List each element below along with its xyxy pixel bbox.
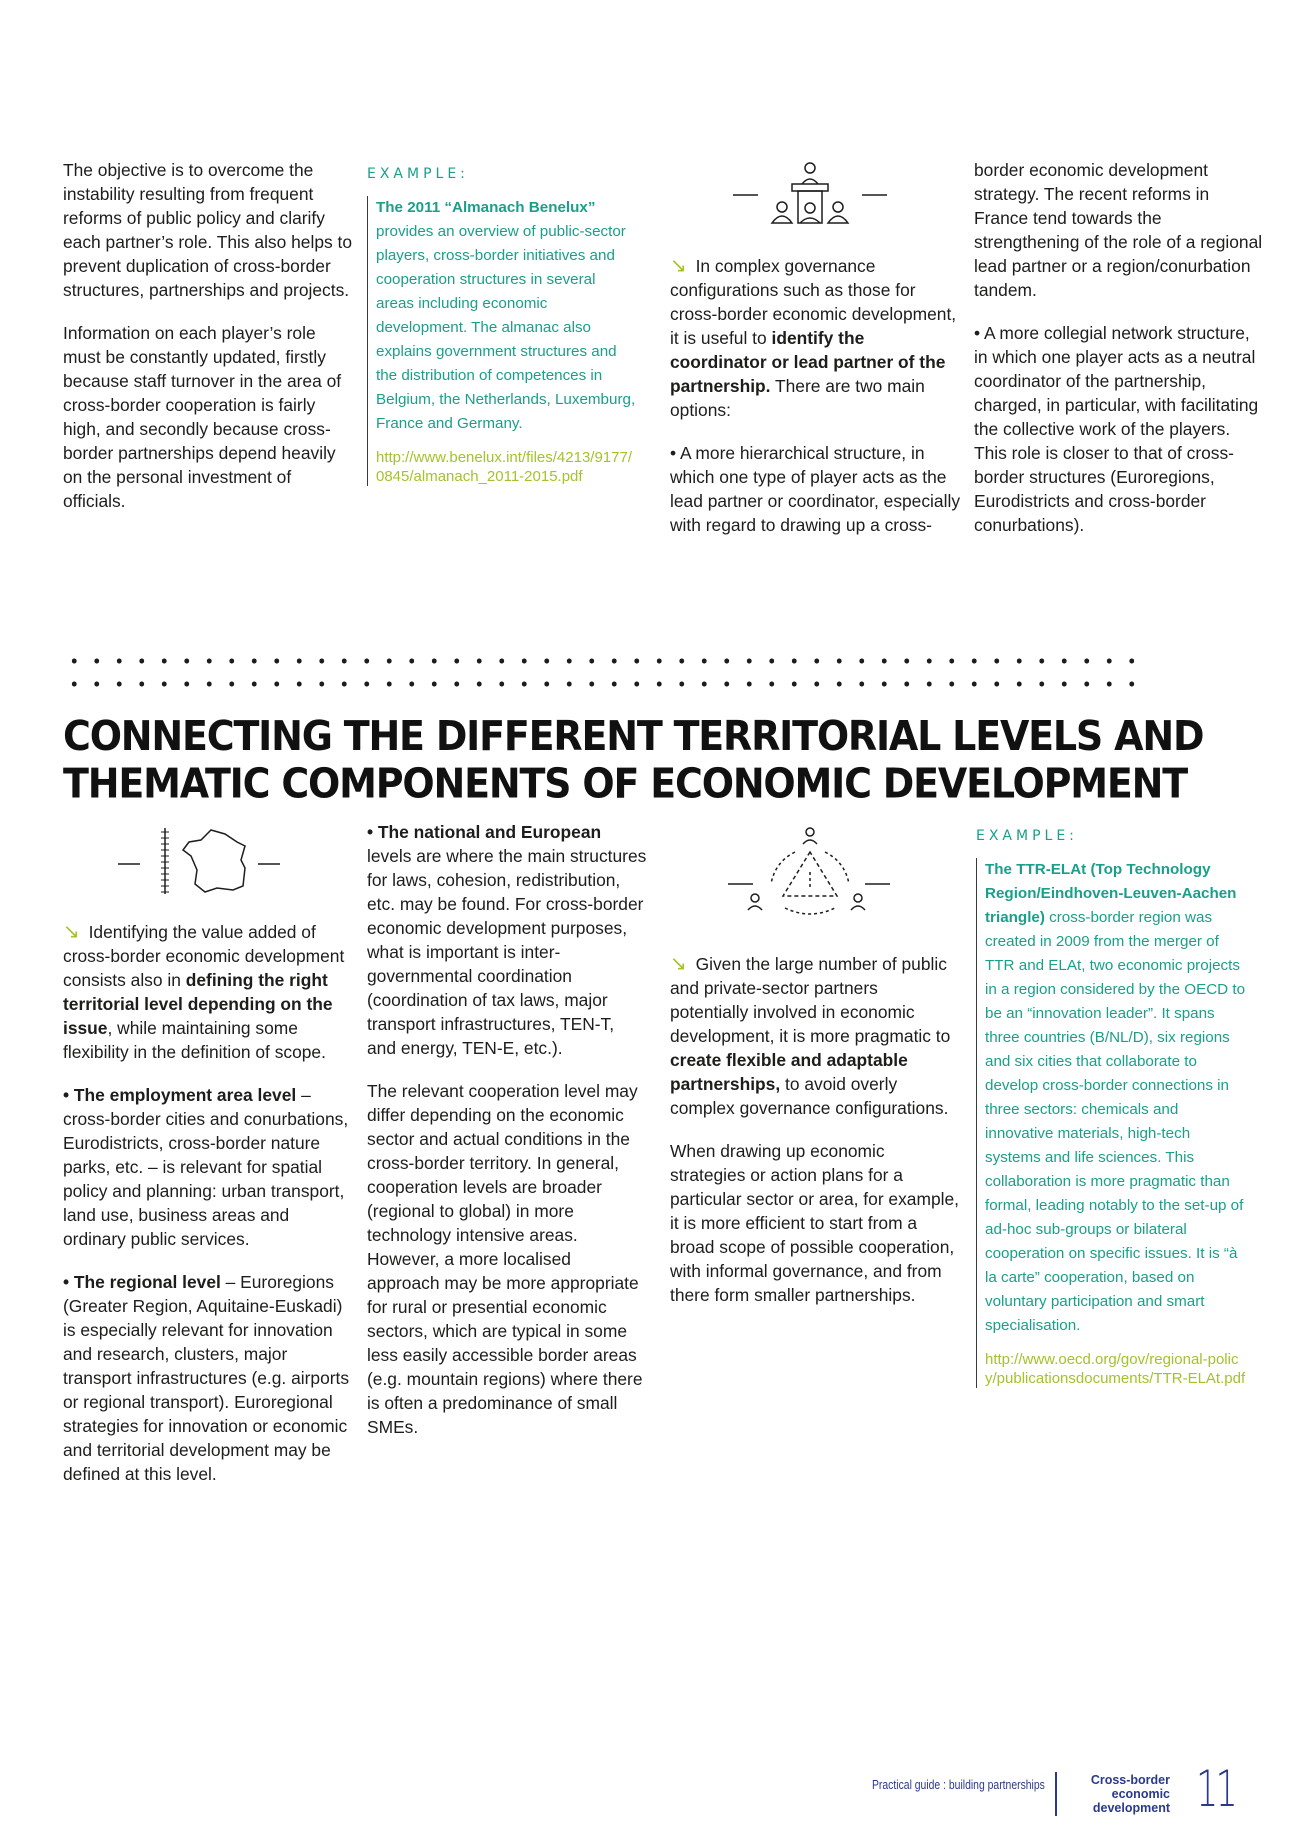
paragraph: The relevant cooperation level may differ depending on the economic sector and actual conditions in the cross-border territory. In general, cooperation levels are broader (regional to global) in more technology intensive areas. However, a more localised approach may be more appropriate for rural or presential economic sectors, which are typical in some less easily accessible border areas (e.g. mountain regions) where there is often a predominance of small SMEs. bbox=[367, 1081, 643, 1437]
arrow-icon: ↘ bbox=[670, 255, 687, 277]
paragraph: border economic development strategy. The recent reforms in France tend towards the strengthening of the role of a regional lead partner or a region/conurbation tandem. bbox=[974, 160, 1263, 300]
arrow-icon: ↘ bbox=[670, 953, 687, 975]
example-box-ttr-elat bbox=[976, 824, 1248, 1388]
footer-guide-title: Practical guide : building partnerships bbox=[872, 1777, 1045, 1792]
bottom-column-3 bbox=[670, 952, 960, 1326]
example-text: provides an overview of public-sector players, cross-border initiatives and cooperation structures in several areas including economic development. The almanac also explains government structures and the distribution of competences in Belgium, the Netherlands, Luxemburg, France and Germany. bbox=[376, 223, 636, 432]
top-column-3 bbox=[670, 254, 960, 556]
dotted-divider bbox=[63, 681, 1143, 687]
example-text: cross-border region was created in 2009 from the merger of TTR and ELAt, two economic projects in a region considered by the OECD to be an “innovation leader”. It spans three countries (B/NL/D), six regions and six cities that collaborate to develop cross-border connections in three sectors: chemicals and innovative materials, high-tech systems and life sciences. This collaboration is more pragmatic than formal, leading notably to the set-up of ad-hoc sub-groups or bilateral cooperation on specific issues. It is “à la carte” cooperation, based on voluntary participation and smart specialisation. bbox=[985, 909, 1246, 1334]
paragraph: • A more hierarchical structure, in which one type of player acts as the lead partner or coordinator, especially with regard to drawing up a cross- bbox=[670, 443, 961, 535]
paragraph: Information on each player’s role must be constantly updated, firstly because staff turnover in the area of cross-border cooperation is fairly high, and secondly because cross-border partnerships depend heavily on the personal investment of officials. bbox=[63, 323, 342, 511]
arrow-icon: ↘ bbox=[63, 921, 80, 943]
paragraph: ↘ Given the large number of public and private-sector partners potentially involved in economic development, it is more pragmatic to create flexible and adaptable partnerships, to avoid overly complex governance configurations. bbox=[670, 953, 951, 1118]
example-content bbox=[367, 196, 637, 486]
bottom-column-1 bbox=[63, 920, 353, 1505]
example-title: The 2011 “Almanach Benelux” bbox=[376, 199, 596, 216]
example-link[interactable]: http://www.benelux.int/files/4213/9177/0845/almanach_2011-2015.pdf bbox=[376, 449, 632, 485]
example-title: The TTR-ELAt (Top Technology Region/Eindhoven-Leuven-Aachen triangle) bbox=[985, 861, 1237, 926]
example-box-almanach bbox=[367, 162, 637, 486]
paragraph: • A more collegial network structure, in which one player acts as a neutral coordinator of the partnership, charged, in particular, with facilitating the collective work of the players. This role is closer to that of cross-border structures (Euroregions, Eurodistricts and cross-border conurbations). bbox=[974, 323, 1259, 535]
paragraph: When drawing up economic strategies or action plans for a particular sector or area, for example, it is more efficient to start from a broad scope of possible cooperation, with informal governance, and from there form smaller partnerships. bbox=[670, 1141, 960, 1305]
paragraph: ↘ Identifying the value added of cross-border economic development consists also in defining the right territorial level depending on the issue, while maintaining some flexibility in the definition of scope. bbox=[63, 921, 345, 1062]
section-heading: CONNECTING THE DIFFERENT TERRITORIAL LEVELS AND THEMATIC COMPONENTS OF ECONOMIC DEVELOPMENT bbox=[63, 712, 1204, 808]
paragraph: • The national and European levels are where the main structures for laws, cohesion, redistribution, etc. may be found. For cross-border economic development purposes, what is important is inter-governmental coordination (coordination of tax laws, major transport infrastructures, TEN-T, and energy, TEN-E, etc.). bbox=[367, 822, 647, 1058]
network-triangle-icon bbox=[725, 824, 895, 920]
top-column-4 bbox=[974, 158, 1264, 556]
paragraph: ↘ In complex governance configurations such as those for cross-border economic development, it is useful to identify the coordinator or lead partner of the partnership. There are two main options: bbox=[670, 255, 957, 420]
podium-meeting-icon bbox=[730, 160, 890, 230]
paragraph: The objective is to overcome the instability resulting from frequent reforms of public policy and clarify each partner’s role. This also helps to prevent duplication of cross-border structures, partnerships and projects. bbox=[63, 160, 353, 300]
example-link[interactable]: http://www.oecd.org/gov/regional-policy/publicationsdocuments/TTR-ELAt.pdf bbox=[985, 1351, 1246, 1387]
paragraph: • The regional level – Euroregions (Greater Region, Aquitaine-Euskadi) is especially relevant for innovation and research, clusters, major transport infrastructures (e.g. airports or regional transport). Euroregional strategies for innovation or economic and territorial development may be defined at this level. bbox=[63, 1272, 350, 1484]
example-label: EXAMPLE: bbox=[367, 166, 469, 182]
top-column-1 bbox=[63, 158, 353, 532]
page-number: 11 bbox=[1196, 1760, 1235, 1818]
example-content bbox=[976, 858, 1248, 1388]
dotted-divider bbox=[63, 658, 1143, 664]
example-label: EXAMPLE: bbox=[976, 828, 1078, 844]
footer-section-title: Cross-border economic development bbox=[1090, 1773, 1170, 1815]
paragraph: • The employment area level – cross-border cities and conurbations, Eurodistricts, cross-border nature parks, etc. – is relevant for spatial policy and planning: urban transport, land use, business areas and ordinary public services. bbox=[63, 1085, 349, 1249]
footer-divider bbox=[1055, 1772, 1057, 1816]
france-map-scale-icon bbox=[115, 824, 285, 898]
bottom-column-2 bbox=[367, 820, 647, 1458]
